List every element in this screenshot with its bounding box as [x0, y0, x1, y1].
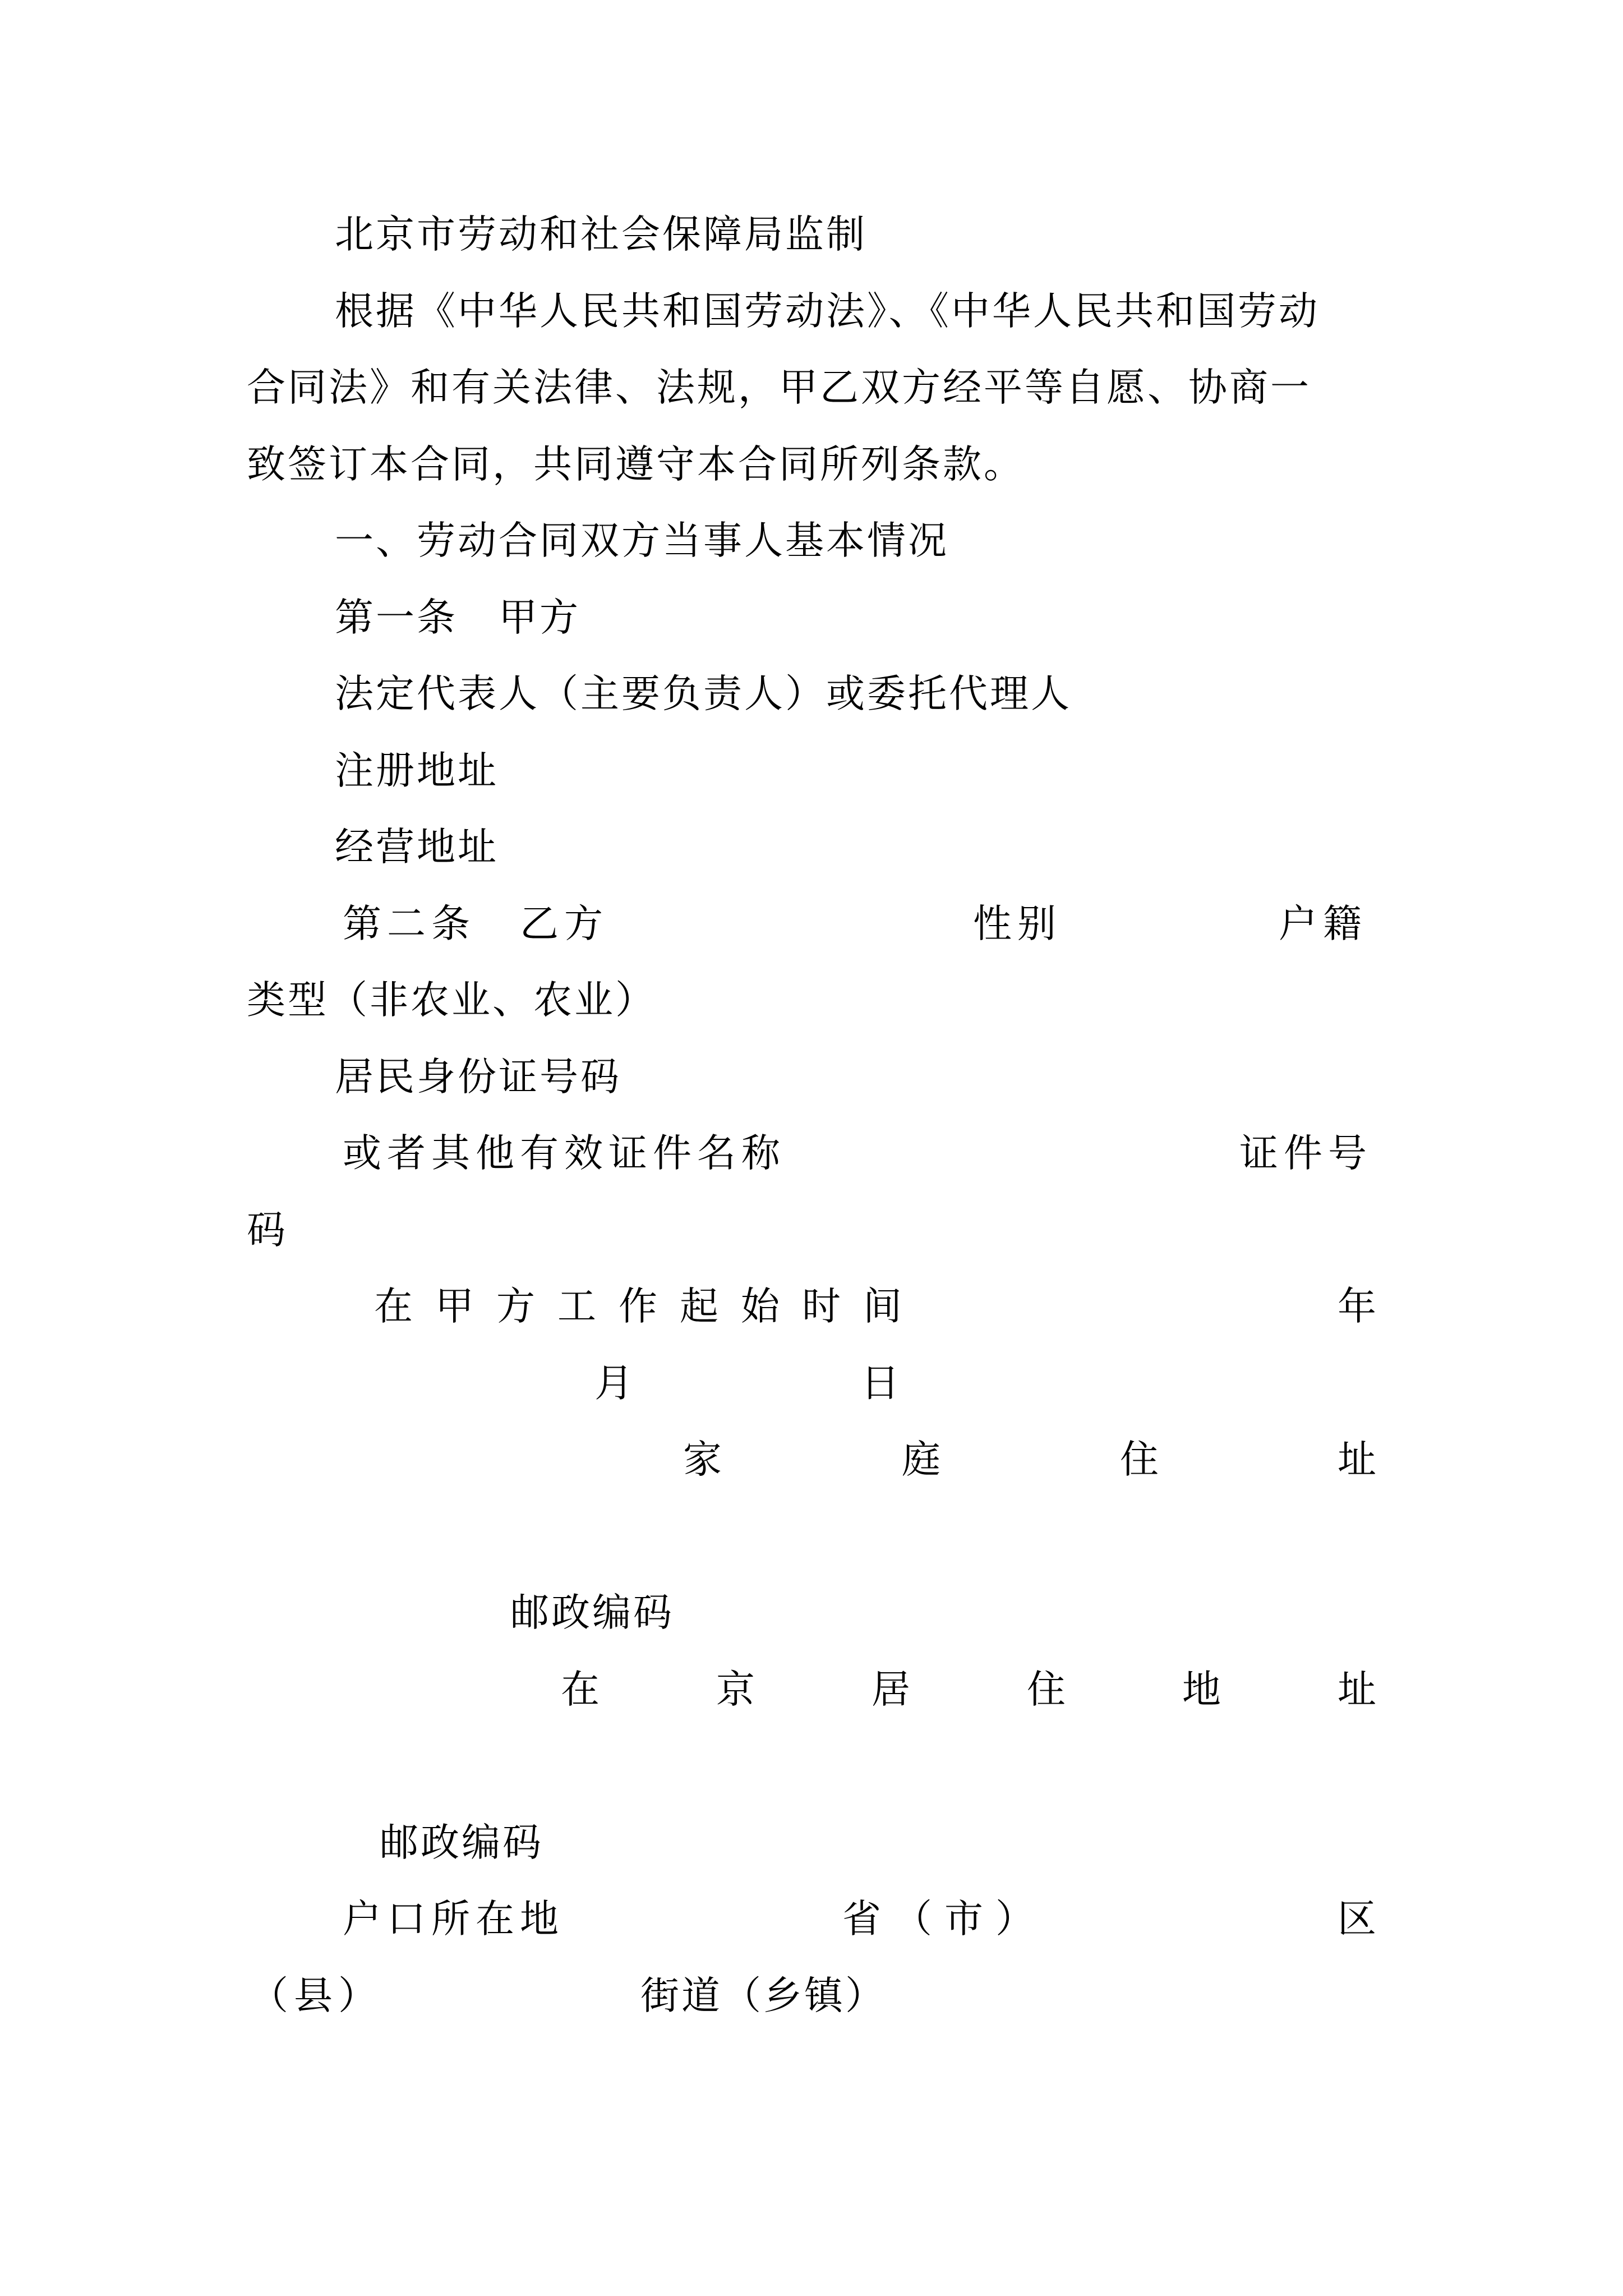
start-time-char: 在 [374, 1284, 415, 1329]
year-label: 年 [1338, 1284, 1378, 1329]
preamble-line-3: 致签订本合同，共同遵守本合同所列条款。 [247, 442, 1025, 487]
postcode-1-label: 邮政编码 [510, 1590, 674, 1635]
gender-label: 性别 [973, 901, 1062, 946]
article-1-business-address: 经营地址 [335, 825, 499, 869]
supervisor-line: 北京市劳动和社会保障局监制 [335, 212, 867, 257]
beijing-address-char: 居 [872, 1667, 912, 1712]
county-label: （县） [250, 1973, 382, 2018]
hukou-location-label: 户口所在地 [343, 1897, 564, 1941]
start-time-char: 工 [557, 1284, 598, 1329]
start-time-char: 方 [496, 1284, 537, 1329]
article-1-registered-address: 注册地址 [335, 748, 499, 793]
postcode-2-label: 邮政编码 [380, 1820, 543, 1865]
start-time-char: 间 [863, 1284, 904, 1329]
home-address-char: 庭 [902, 1437, 943, 1482]
beijing-address-char: 址 [1338, 1667, 1378, 1712]
preamble-line-1: 根据《中华人民共和国劳动法》、《中华人民共和国劳动 [335, 289, 1320, 334]
street-label: 街道（乡镇） [640, 1973, 886, 2018]
hukou-label: 户籍 [1279, 901, 1367, 946]
beijing-address-char: 京 [716, 1667, 757, 1712]
article-2-label: 第二条 乙方 [343, 901, 608, 946]
start-time-char: 甲 [435, 1284, 476, 1329]
article-1-representative: 法定代表人（主要负责人）或委托代理人 [335, 671, 1072, 716]
home-address-char: 址 [1338, 1437, 1378, 1482]
preamble-line-2: 合同法》和有关法律、法规，甲乙双方经平等自愿、协商一 [247, 365, 1311, 410]
other-id-label: 或者其他有效证件名称 [343, 1131, 786, 1176]
district-label: 区 [1338, 1897, 1378, 1941]
id-number-label: 居民身份证号码 [335, 1055, 621, 1099]
province-label: 省（市） [842, 1897, 1046, 1941]
cert-number-prefix: 证件号 [1239, 1131, 1372, 1176]
start-time-char: 时 [802, 1284, 843, 1329]
start-time-char: 作 [619, 1284, 660, 1329]
home-address-char: 家 [683, 1437, 724, 1482]
article-1-label: 第一条 甲方 [335, 595, 580, 640]
beijing-address-char: 住 [1027, 1667, 1068, 1712]
day-label: 日 [861, 1361, 902, 1406]
beijing-address-char: 在 [561, 1667, 602, 1712]
hukou-type: 类型（非农业、农业） [247, 978, 656, 1023]
month-label: 月 [594, 1361, 635, 1406]
start-time-char: 起 [680, 1284, 721, 1329]
home-address-char: 住 [1120, 1437, 1161, 1482]
section-heading: 一、劳动合同双方当事人基本情况 [335, 518, 949, 563]
beijing-address-char: 地 [1182, 1667, 1223, 1712]
start-time-char: 始 [741, 1284, 782, 1329]
cert-number-suffix: 码 [247, 1208, 288, 1253]
